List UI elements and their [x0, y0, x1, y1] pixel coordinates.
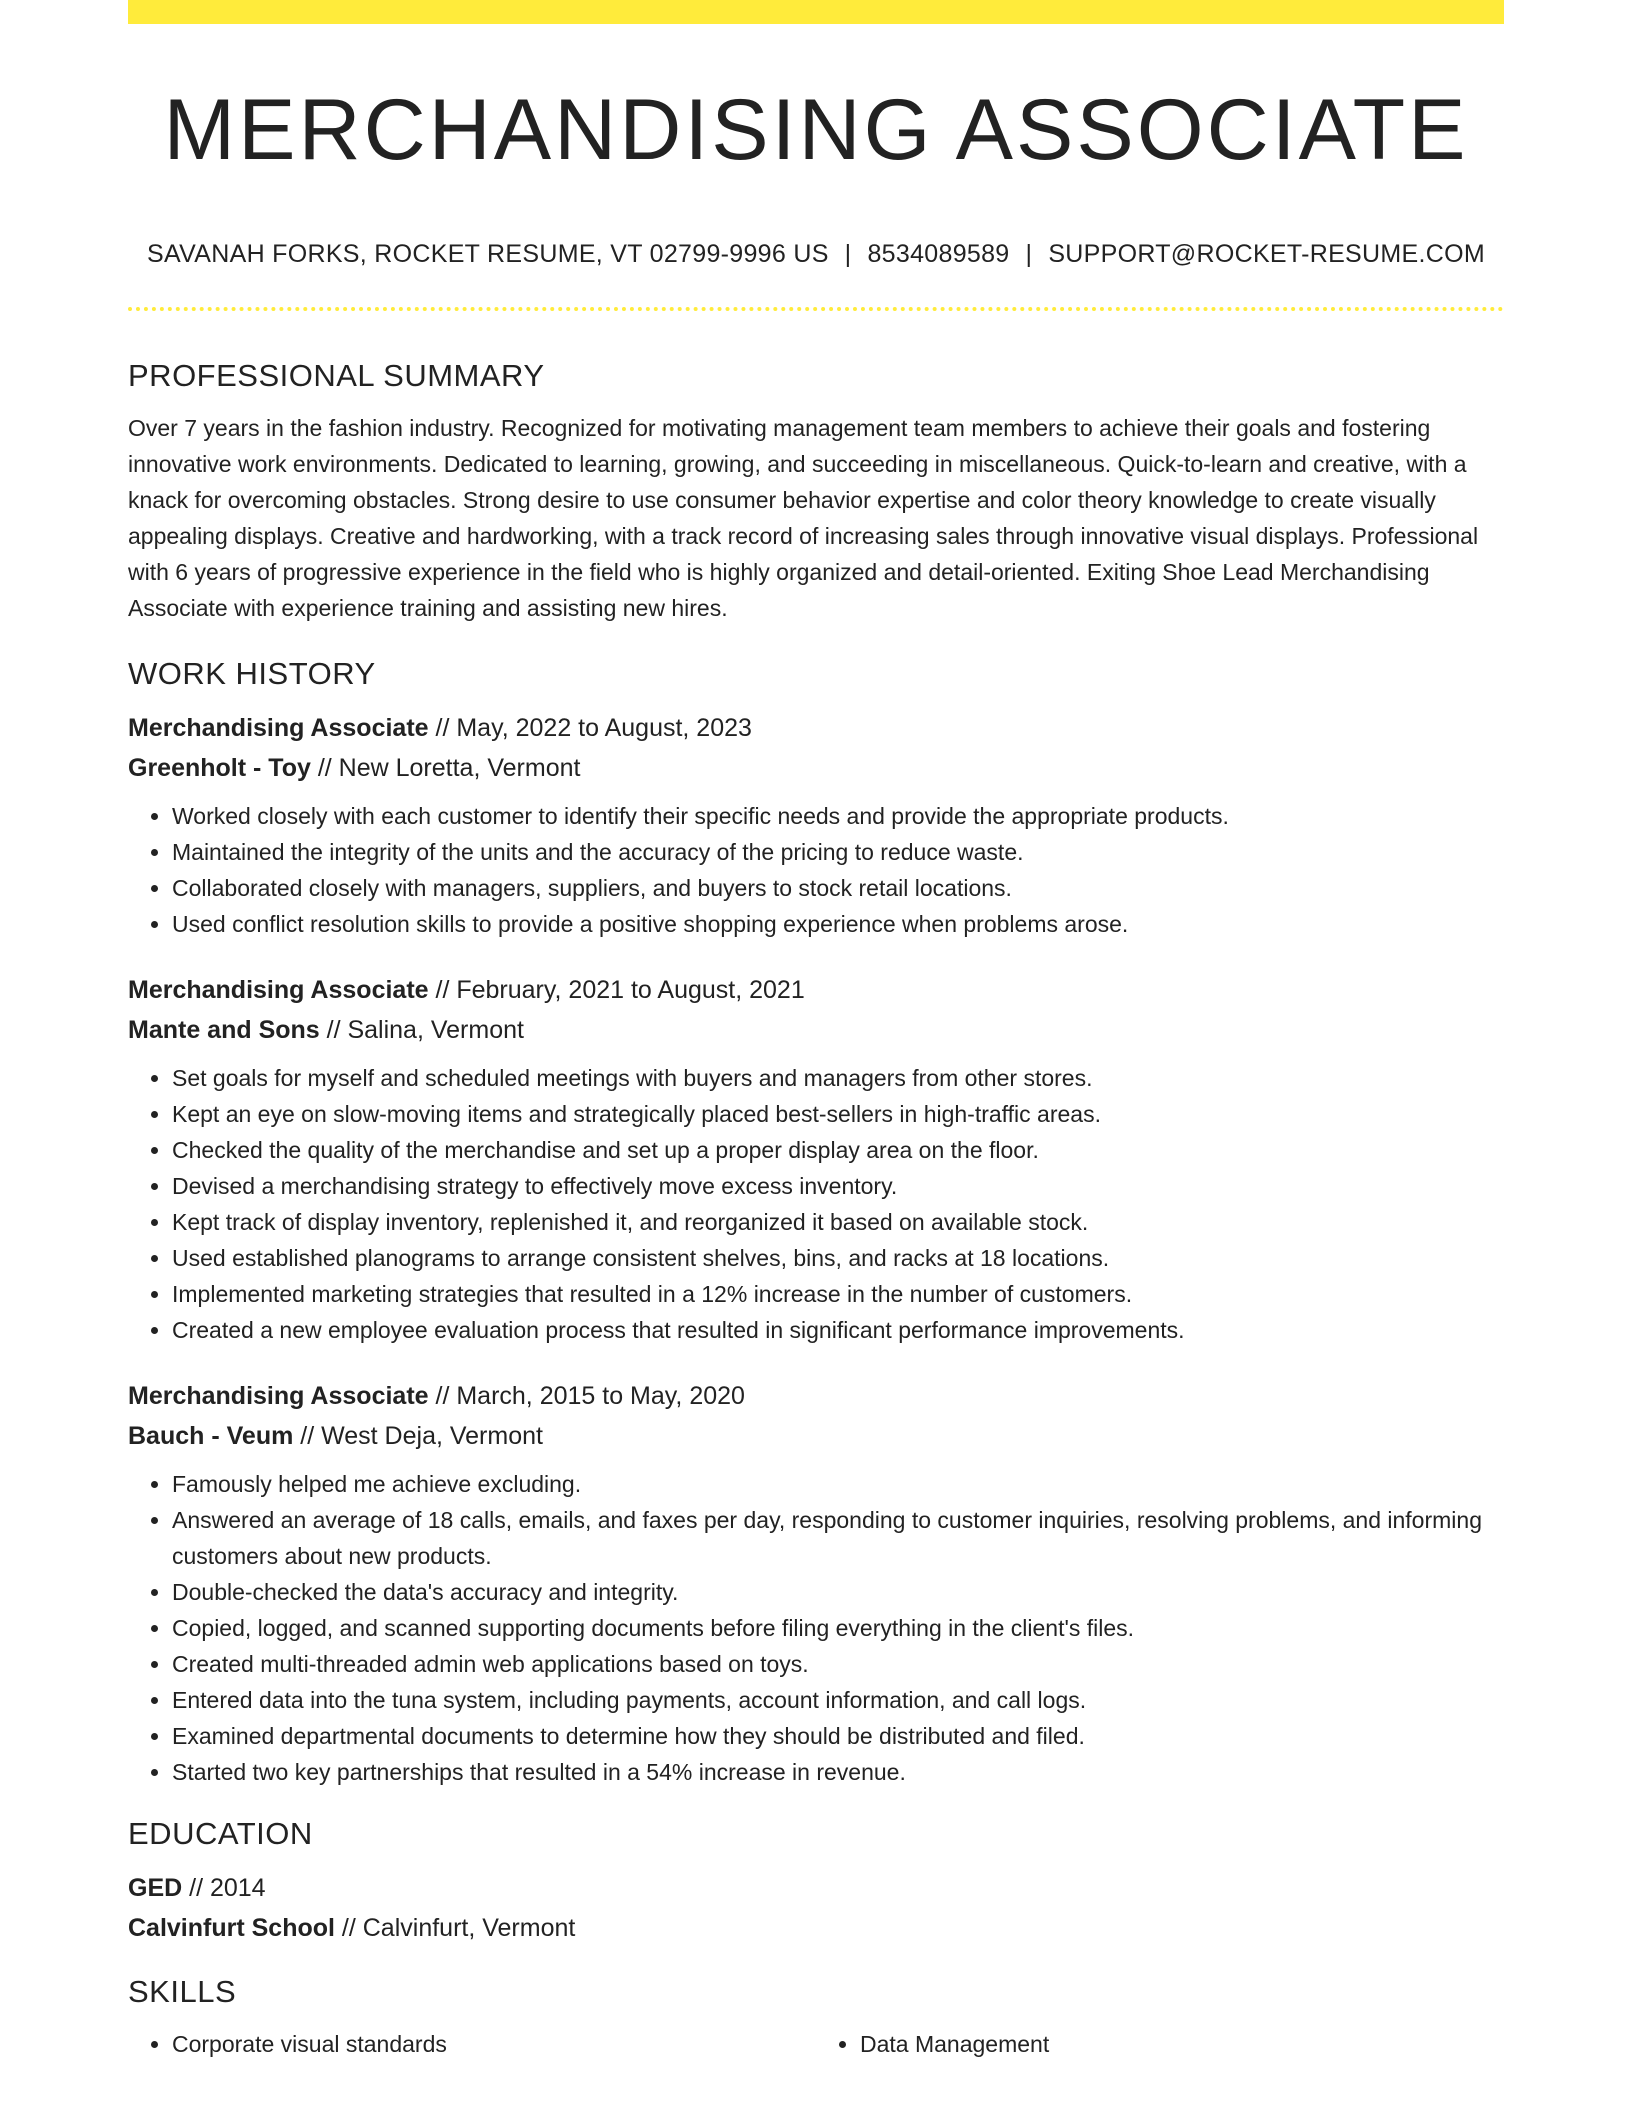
- education-year: // 2014: [182, 1874, 266, 1902]
- list-item: • Collaborated closely with managers, suppliers, and buyers to stock retail locations.: [172, 870, 1504, 906]
- job-entry: [128, 1376, 1504, 1790]
- job-bullets: [128, 1466, 1504, 1790]
- list-item: • Created multi-threaded admin web applications based on toys.: [172, 1646, 1504, 1682]
- list-item: • Examined departmental documents to determine how they should be distributed and filed.: [172, 1718, 1504, 1754]
- education-degree-line: [128, 1868, 1504, 1908]
- job-location: // West Deja, Vermont: [293, 1422, 543, 1450]
- work-history-section: [128, 648, 1504, 1790]
- list-item: • Famously helped me achieve excluding.: [172, 1466, 1504, 1502]
- job-dates: // March, 2015 to May, 2020: [428, 1382, 745, 1410]
- work-history-heading: WORK HISTORY: [128, 656, 376, 691]
- contact-email: SUPPORT@ROCKET-RESUME.COM: [1048, 240, 1485, 268]
- list-item: • Double-checked the data's accuracy and integrity.: [172, 1574, 1504, 1610]
- education-school-line: [128, 1908, 1504, 1948]
- list-item: • Implemented marketing strategies that resulted in a 12% increase in the number of customers.: [172, 1276, 1504, 1312]
- list-item: • Kept track of display inventory, replenished it, and reorganized it based on available stock.: [172, 1204, 1504, 1240]
- page-title: MERCHANDISING ASSOCIATE: [163, 82, 1469, 178]
- list-item: • Data Management: [860, 2026, 1504, 2062]
- list-item: • Used conflict resolution skills to provide a positive shopping experience when problems arose.: [172, 906, 1504, 942]
- contact-address: SAVANAH FORKS, ROCKET RESUME, VT 02799-9996 US: [147, 240, 829, 268]
- list-item: • Worked closely with each customer to identify their specific needs and provide the appropriate products.: [172, 798, 1504, 834]
- job-title: Merchandising Associate: [128, 714, 429, 742]
- job-company-line: [128, 1010, 1504, 1050]
- education-degree: GED: [128, 1874, 183, 1902]
- summary-heading: PROFESSIONAL SUMMARY: [128, 358, 545, 393]
- list-item: • Kept an eye on slow-moving items and strategically placed best-sellers in high-traffic areas.: [172, 1096, 1504, 1132]
- job-company-line: [128, 748, 1504, 788]
- job-dates: // May, 2022 to August, 2023: [428, 714, 752, 742]
- job-location: // New Loretta, Vermont: [310, 754, 581, 782]
- list-item: • Answered an average of 18 calls, emails, and faxes per day, responding to customer inquiries, resolving problems, and informing customers about new products.: [172, 1502, 1504, 1574]
- job-title-line: [128, 708, 1504, 748]
- list-item: • Used established planograms to arrange consistent shelves, bins, and racks at 18 locations.: [172, 1240, 1504, 1276]
- job-bullets: [128, 798, 1504, 942]
- list-item: • Copied, logged, and scanned supporting documents before filing everything in the client's files.: [172, 1610, 1504, 1646]
- list-item: • Created a new employee evaluation process that resulted in significant performance improvements.: [172, 1312, 1504, 1348]
- skills-right-list: [816, 2026, 1504, 2062]
- job-title: Merchandising Associate: [128, 1382, 429, 1410]
- list-item: • Set goals for myself and scheduled meetings with buyers and managers from other stores.: [172, 1060, 1504, 1096]
- skills-left-list: [128, 2026, 816, 2062]
- job-title-line: [128, 970, 1504, 1010]
- skills-heading: SKILLS: [128, 1974, 237, 2009]
- job-title: Merchandising Associate: [128, 976, 429, 1004]
- job-location: // Salina, Vermont: [319, 1016, 524, 1044]
- list-item: • Checked the quality of the merchandise and set up a proper display area on the floor.: [172, 1132, 1504, 1168]
- contact-separator: |: [844, 240, 852, 268]
- list-item: • Devised a merchandising strategy to effectively move excess inventory.: [172, 1168, 1504, 1204]
- dotted-divider: [128, 307, 1504, 311]
- summary-section: [128, 350, 1504, 626]
- list-item: • Corporate visual standards: [172, 2026, 816, 2062]
- education-school: Calvinfurt School: [128, 1914, 335, 1942]
- job-company-line: [128, 1416, 1504, 1456]
- top-accent-bar: [128, 0, 1504, 24]
- skills-section: [128, 1966, 1504, 2062]
- resume-body: [128, 350, 1504, 2062]
- contact-phone: 8534089589: [867, 240, 1010, 268]
- job-entry: [128, 708, 1504, 942]
- job-title-line: [128, 1376, 1504, 1416]
- education-section: [128, 1808, 1504, 1948]
- job-company: Bauch - Veum: [128, 1422, 294, 1450]
- list-item: • Entered data into the tuna system, including payments, account information, and call logs.: [172, 1682, 1504, 1718]
- job-bullets: [128, 1060, 1504, 1348]
- list-item: • Started two key partnerships that resulted in a 54% increase in revenue.: [172, 1754, 1504, 1790]
- contact-separator: |: [1025, 240, 1033, 268]
- education-heading: EDUCATION: [128, 1816, 313, 1851]
- education-location: // Calvinfurt, Vermont: [334, 1914, 576, 1942]
- summary-text: Over 7 years in the fashion industry. Recognized for motivating management team members to achieve their goals and fostering innovative work environments. Dedicated to learning, growing, and succeeding in miscellaneous. Quick-to-learn and creative, with a knack for overcoming obstacles. Strong desire to use consumer behavior expertise and color theory knowledge to create visually appealing displays. Creative and hardworking, with a track record of increasing sales through innovative visual displays. Professional with 6 years of progressive experience in the field who is highly organized and detail-oriented. Exiting Shoe Lead Merchandising Associate with experience training and assisting new hires.: [128, 415, 1479, 621]
- job-entry: [128, 970, 1504, 1348]
- contact-line: [128, 236, 1504, 272]
- skills-columns: [128, 2018, 1504, 2062]
- list-item: • Maintained the integrity of the units and the accuracy of the pricing to reduce waste.: [172, 834, 1504, 870]
- job-company: Greenholt - Toy: [128, 754, 311, 782]
- job-dates: // February, 2021 to August, 2021: [428, 976, 805, 1004]
- job-company: Mante and Sons: [128, 1016, 320, 1044]
